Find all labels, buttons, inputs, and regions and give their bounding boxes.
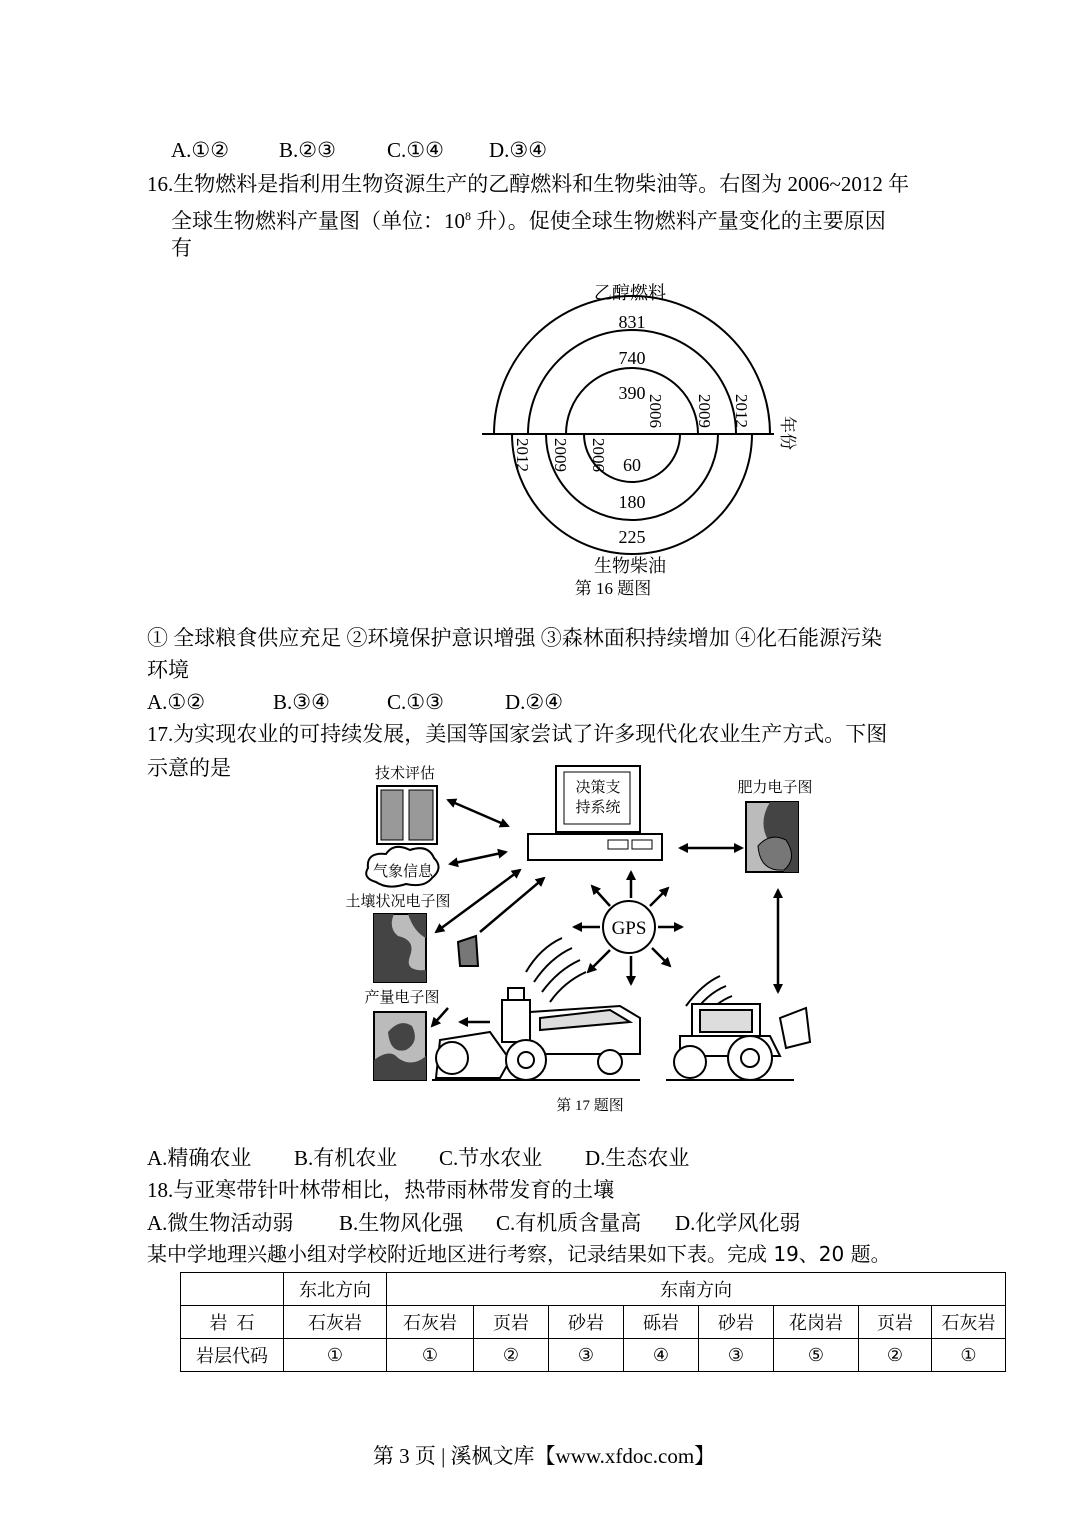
- weather-label: 气象信息: [372, 864, 434, 880]
- harvester-to-yield-arrows: [432, 1008, 490, 1026]
- rock-cell: 砾岩: [624, 1306, 699, 1339]
- header-southeast: 东南方向: [387, 1273, 1006, 1306]
- code-cell: ②: [474, 1339, 549, 1372]
- q17-stem-line1: 17.为实现农业的可持续发展，美国等国家尝试了许多现代化农业生产方式。下图: [147, 722, 888, 746]
- table-header-row: [181, 1273, 1006, 1306]
- soil-map-icon: [374, 914, 426, 982]
- harvester-icon: [432, 988, 640, 1080]
- header-northeast: 东北方向: [284, 1273, 387, 1306]
- ethanol-label: 乙醇燃料: [594, 283, 666, 303]
- axis-label-year: 年份: [778, 416, 797, 450]
- fertility-map-label: 肥力电子图: [737, 780, 813, 796]
- year-label-2009-bottom: 2009: [551, 438, 570, 472]
- q17-options: [147, 1145, 689, 1171]
- year-label-2006-bottom: 2006: [589, 438, 608, 472]
- q17-stem-line2: 示意的是: [147, 756, 231, 780]
- row-label-rock: 岩 石: [181, 1306, 284, 1339]
- q15-option-d: D.③④: [489, 138, 548, 162]
- q15-option-b: B.②③: [279, 138, 336, 162]
- table-corner-cell: [181, 1273, 284, 1306]
- q17-option-b: B.有机农业: [294, 1146, 398, 1170]
- q16-options: [147, 689, 563, 715]
- biodiesel-value-2006: 60: [623, 455, 641, 475]
- q15-option-a: A.①②: [171, 138, 230, 162]
- sensor-to-computer-arrow: [480, 878, 544, 932]
- code-cell: ⑤: [774, 1339, 859, 1372]
- code-cell: ①: [387, 1339, 474, 1372]
- decision-system-label-2: 持系统: [575, 800, 621, 816]
- ethanol-value-2009: 740: [618, 348, 646, 368]
- year-label-2012-top: 2012: [732, 394, 751, 428]
- q16-option-c: C.①③: [387, 690, 444, 714]
- year-label-2009-top: 2009: [695, 394, 714, 428]
- code-cell: ①: [932, 1339, 1006, 1372]
- q16-option-d: D.②④: [505, 690, 564, 714]
- year-label-2012-bottom: 2012: [513, 438, 532, 472]
- rock-cell: 页岩: [474, 1306, 549, 1339]
- q16-stem-line2: [171, 203, 886, 234]
- q18-option-d: D.化学风化弱: [675, 1211, 801, 1235]
- q17-option-c: C.节水农业: [439, 1146, 543, 1170]
- biodiesel-value-2012: 225: [618, 527, 646, 547]
- code-cell: ②: [859, 1339, 932, 1372]
- rock-cell: 砂岩: [699, 1306, 774, 1339]
- figure-16-caption: 第 16 题图: [574, 579, 652, 598]
- q16-statements-line1: ① 全球粮食供应充足 ②环境保护意识增强 ③森林面积持续增加 ④化石能源污染: [147, 626, 882, 650]
- q18-option-b: B.生物风化强: [339, 1211, 464, 1235]
- tech-eval-label: 技术评估: [374, 766, 436, 782]
- code-cell: ③: [549, 1339, 624, 1372]
- q16-stem-text-2: 升）。促使全球生物燃料产量变化的主要原因: [471, 209, 886, 233]
- q18-options: [147, 1210, 800, 1236]
- soil-map-label: 土壤状况电子图: [345, 894, 451, 910]
- rock-cell: 石灰岩: [284, 1306, 387, 1339]
- tech-eval-icon: [377, 786, 437, 844]
- figure-17-precision-agriculture: [340, 760, 820, 1120]
- code-cell: ④: [624, 1339, 699, 1372]
- decision-system-label-1: 决策支: [575, 780, 621, 796]
- q17-option-a: A.精确农业: [147, 1146, 252, 1170]
- biodiesel-value-2009: 180: [618, 492, 646, 512]
- q18-option-a: A.微生物活动弱: [147, 1211, 294, 1235]
- yield-map-label: 产量电子图: [364, 990, 440, 1006]
- figure-17-caption: 第 17 题图: [556, 1098, 624, 1114]
- rock-cell: 花岗岩: [774, 1306, 859, 1339]
- code-cell: ①: [284, 1339, 387, 1372]
- q18-option-c: C.有机质含量高: [496, 1211, 642, 1235]
- ethanol-value-2012: 831: [618, 312, 646, 332]
- table-row-rocks: [181, 1306, 1006, 1339]
- q15-options: [171, 137, 547, 163]
- year-label-2006-top: 2006: [646, 394, 665, 428]
- sensor-icon: [458, 936, 478, 966]
- gps-label: GPS: [611, 918, 647, 939]
- q16-unit-exponent: 8: [465, 209, 471, 223]
- tractor-icon: [666, 1004, 810, 1080]
- ethanol-value-2006: 390: [618, 383, 646, 403]
- page-footer: 第 3 页 | 溪枫文库【www.xfdoc.com】: [372, 1444, 716, 1468]
- q16-option-b: B.③④: [273, 690, 330, 714]
- q16-stem-text: 全球生物燃料产量图（单位：10: [171, 209, 465, 233]
- q16-stem-line3: 有: [171, 236, 192, 260]
- q17-option-d: D.生态农业: [585, 1146, 690, 1170]
- q16-option-a: A.①②: [147, 690, 206, 714]
- rock-cell: 砂岩: [549, 1306, 624, 1339]
- q15-option-c: C.①④: [387, 138, 444, 162]
- figure-16-concentric-chart: [470, 272, 810, 612]
- code-cell: ③: [699, 1339, 774, 1372]
- biodiesel-label: 生物柴油: [594, 556, 666, 576]
- q19-20-intro: 某中学地理兴趣小组对学校附近地区进行考察，记录结果如下表。完成 19、20 题。: [147, 1242, 891, 1266]
- rock-cell: 石灰岩: [932, 1306, 1006, 1339]
- yield-map-icon: [374, 1012, 426, 1080]
- q16-statements-line2: 环境: [147, 658, 189, 682]
- q16-stem-line1: 16.生物燃料是指利用生物资源生产的乙醇燃料和生物柴油等。右图为 2006~2012 年: [147, 172, 910, 196]
- q18-stem: 18.与亚寒带针叶林带相比，热带雨林带发育的土壤: [147, 1178, 615, 1202]
- rock-cell: 页岩: [859, 1306, 932, 1339]
- table-row-codes: [181, 1339, 1006, 1372]
- rock-cell: 石灰岩: [387, 1306, 474, 1339]
- fertility-map-icon: [746, 802, 798, 872]
- rock-table: [180, 1272, 1006, 1372]
- row-label-code: 岩层代码: [181, 1339, 284, 1372]
